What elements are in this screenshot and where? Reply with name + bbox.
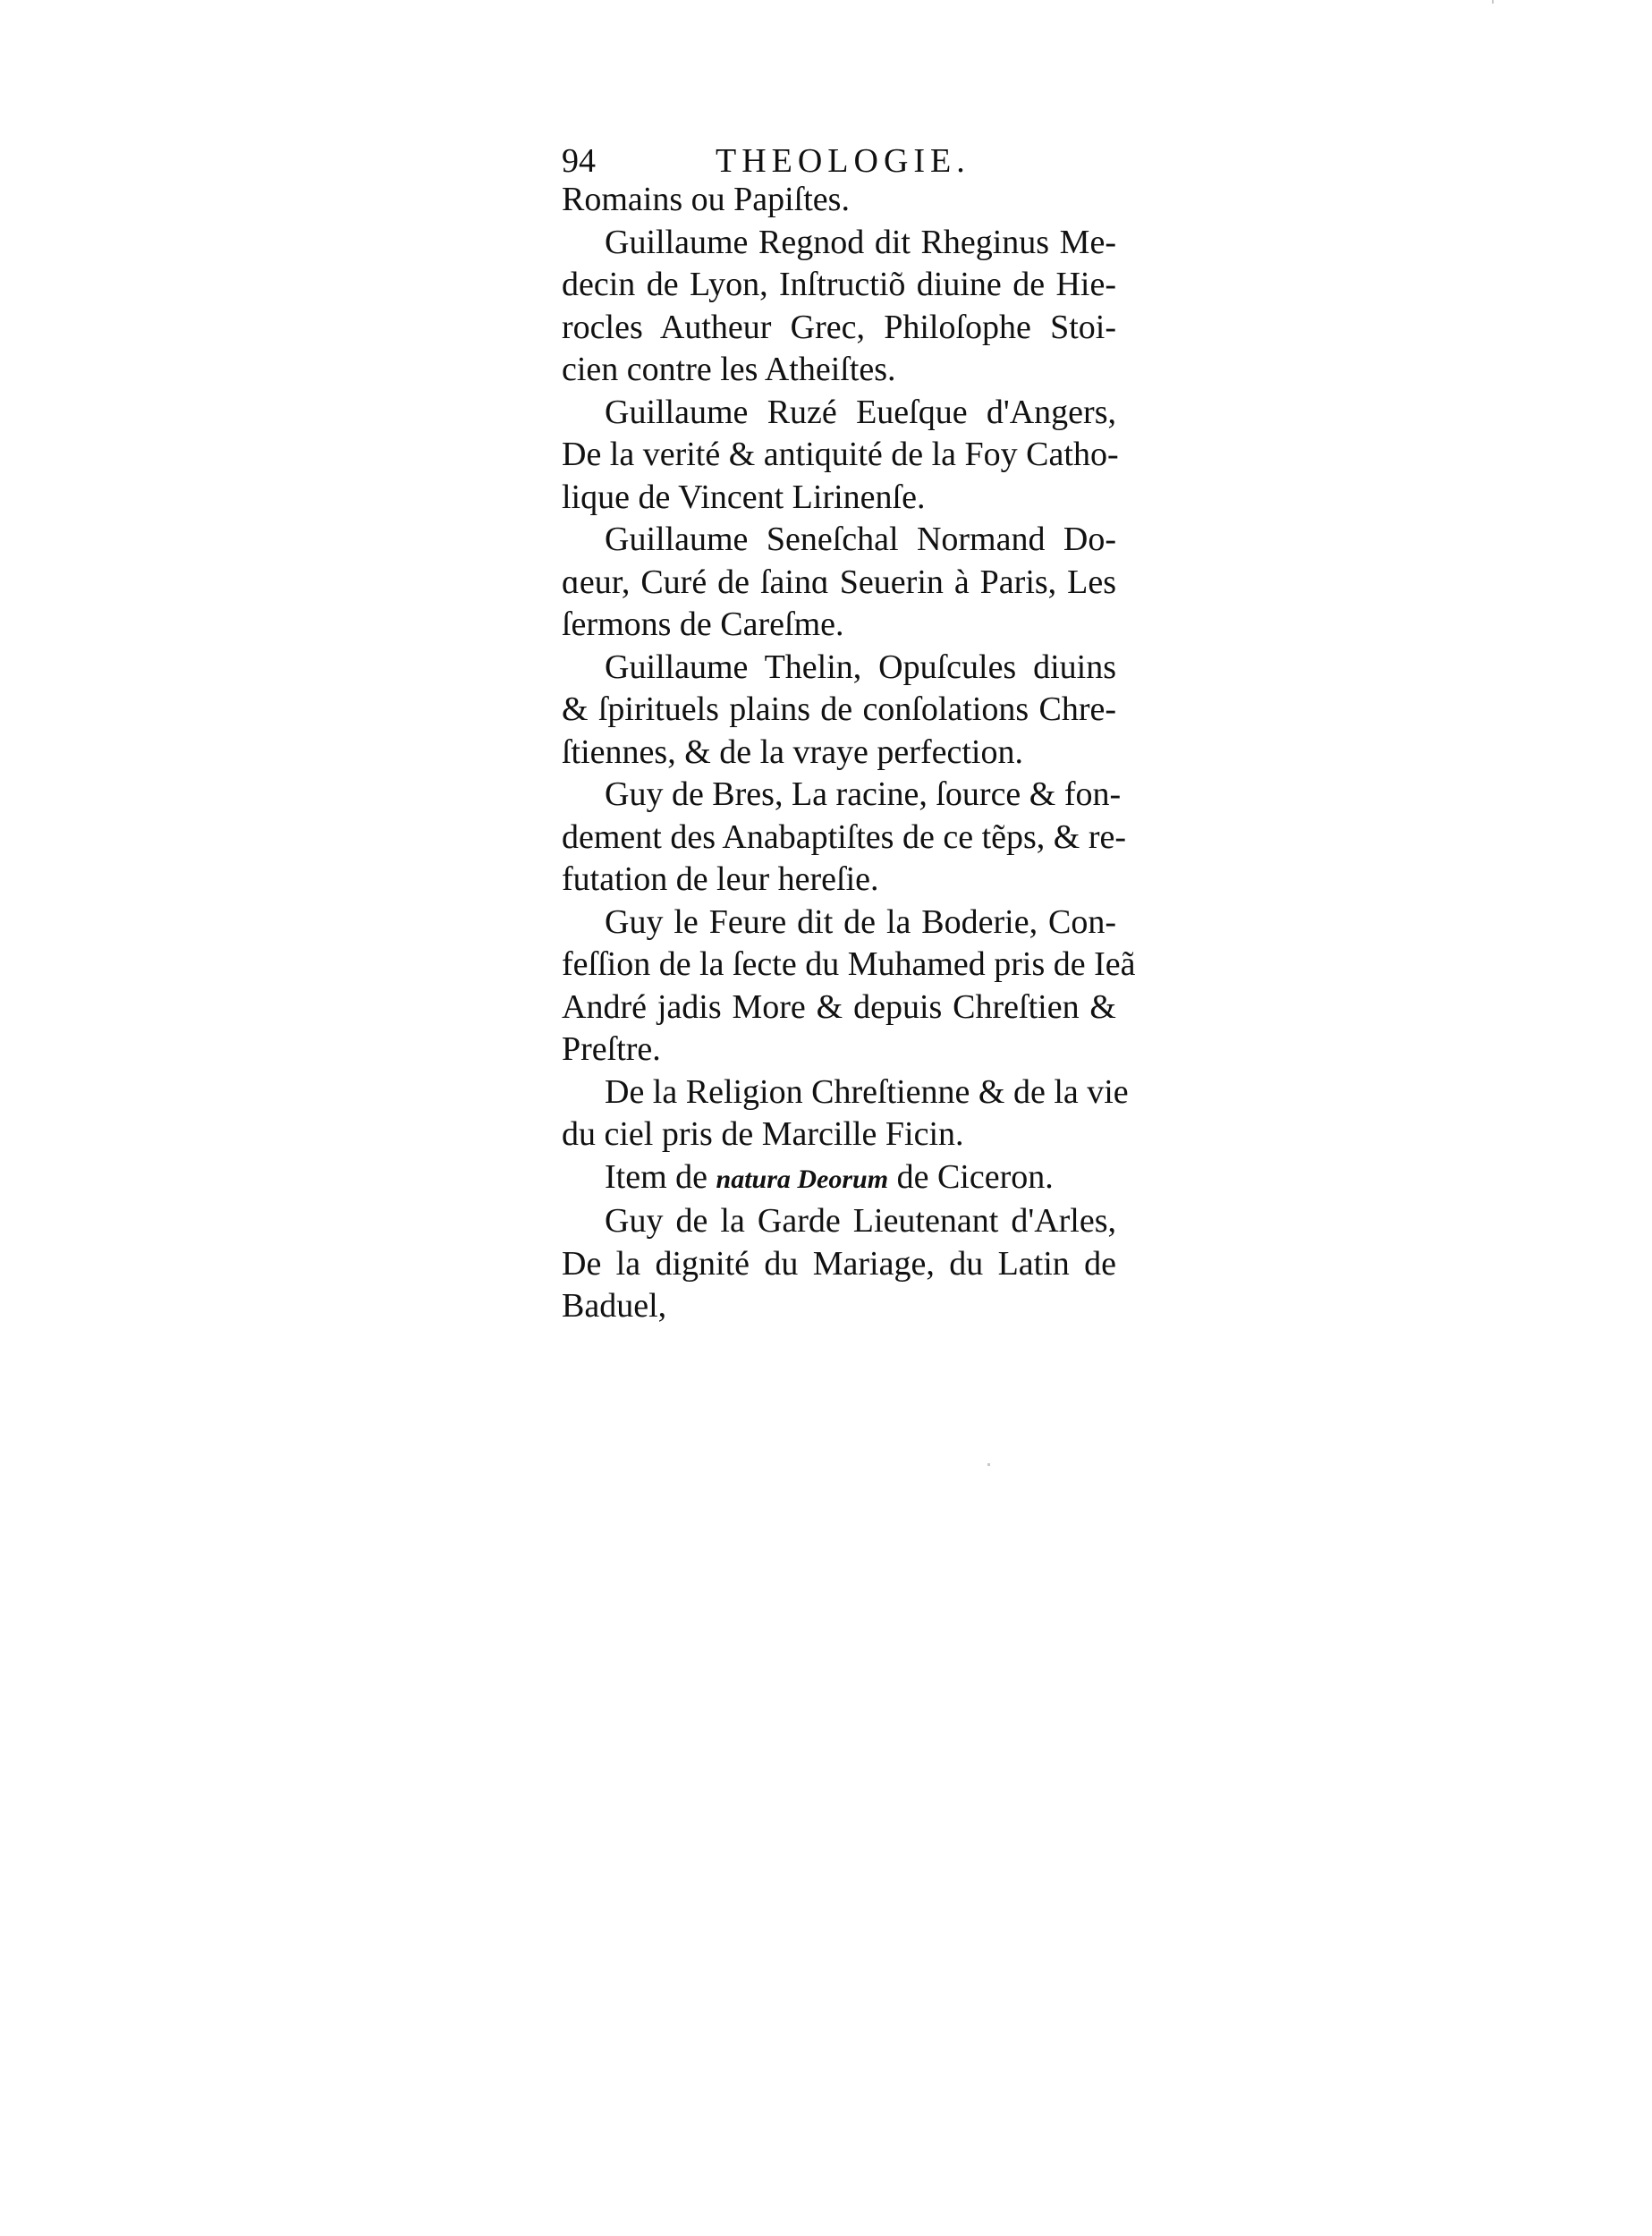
text-line: dement des Anabaptiſtes de ce tẽps, & re- xyxy=(562,817,1127,856)
entry-guillaume-ruze xyxy=(562,392,1119,520)
text-line: Romains ou Papiſtes. xyxy=(562,181,850,218)
page-number: 94 xyxy=(562,142,596,180)
scan-speck xyxy=(987,1463,990,1466)
text-line: Guillaume Seneſchal Normand Do- xyxy=(605,521,1116,558)
entry-guillaume-thelin xyxy=(562,647,1116,775)
text-line: lique de Vincent Lirinenſe. xyxy=(562,478,926,516)
entry-guy-le-feure xyxy=(562,902,1136,1071)
entry-guillaume-regnod xyxy=(562,222,1116,392)
text-line xyxy=(562,1156,1116,1201)
text-fragment: de Ciceron. xyxy=(896,1157,1054,1196)
text-line: Guy le Feure dit de la Boderie, Con- xyxy=(605,902,1116,941)
text-line: Guillaume Thelin, Opuſcules diuins xyxy=(605,648,1116,686)
text-line: Guillaume Regnod dit Rheginus Me- xyxy=(605,223,1116,261)
text-column xyxy=(562,142,1136,1328)
entry-religion-chrestienne xyxy=(562,1071,1129,1156)
entry-continuation xyxy=(562,179,1116,222)
text-line: du ciel pris de Marcille Ficin. xyxy=(562,1115,964,1153)
scan-speck xyxy=(1492,0,1494,4)
entry-guy-de-bres xyxy=(562,774,1127,902)
text-line: De la dignité du Mariage, du Latin de xyxy=(562,1244,1116,1283)
entry-item-natura-deorum xyxy=(562,1156,1116,1201)
text-line: futation de leur hereſie. xyxy=(562,860,879,898)
text-fragment: Item de xyxy=(605,1157,708,1196)
text-line: Guy de Bres, La racine, ſource & fon- xyxy=(605,775,1122,813)
text-line: André jadis More & depuis Chreſtien & xyxy=(562,987,1116,1026)
text-line: Baduel, xyxy=(562,1287,667,1325)
text-line: feſſion de la ſecte du Muhamed pris de Ieã xyxy=(562,945,1136,983)
text-line: ſermons de Careſme. xyxy=(562,606,844,643)
text-line: decin de Lyon, Inſtructiõ diuine de Hie- xyxy=(562,266,1116,303)
running-head: THEOLOGIE. xyxy=(716,142,970,180)
text-line: Preſtre. xyxy=(562,1030,661,1068)
entry-guillaume-seneschal xyxy=(562,519,1116,647)
text-line: De la Religion Chreſtienne & de la vie xyxy=(605,1072,1129,1111)
text-line: De la verité & antiquité de la Foy Catho- xyxy=(562,436,1119,473)
latin-title: natura Deorum xyxy=(716,1164,889,1194)
text-line: ſtiennes, & de la vraye perfection. xyxy=(562,733,1023,771)
page-header xyxy=(562,143,1116,179)
text-line: cien contre les Atheiſtes. xyxy=(562,351,896,388)
text-line: ɑeur, Curé de ſainɑ Seuerin à Paris, Les xyxy=(562,563,1116,601)
text-line: Guy de la Garde Lieutenant d'Arles, xyxy=(605,1202,1116,1240)
text-line: rocles Autheur Grec, Philoſophe Stoi- xyxy=(562,308,1116,346)
entry-guy-de-la-garde xyxy=(562,1200,1116,1328)
text-line: Guillaume Ruzé Eueſque d'Angers, xyxy=(605,393,1116,431)
text-line: & ſpirituels plains de conſolations Chre- xyxy=(562,690,1116,728)
